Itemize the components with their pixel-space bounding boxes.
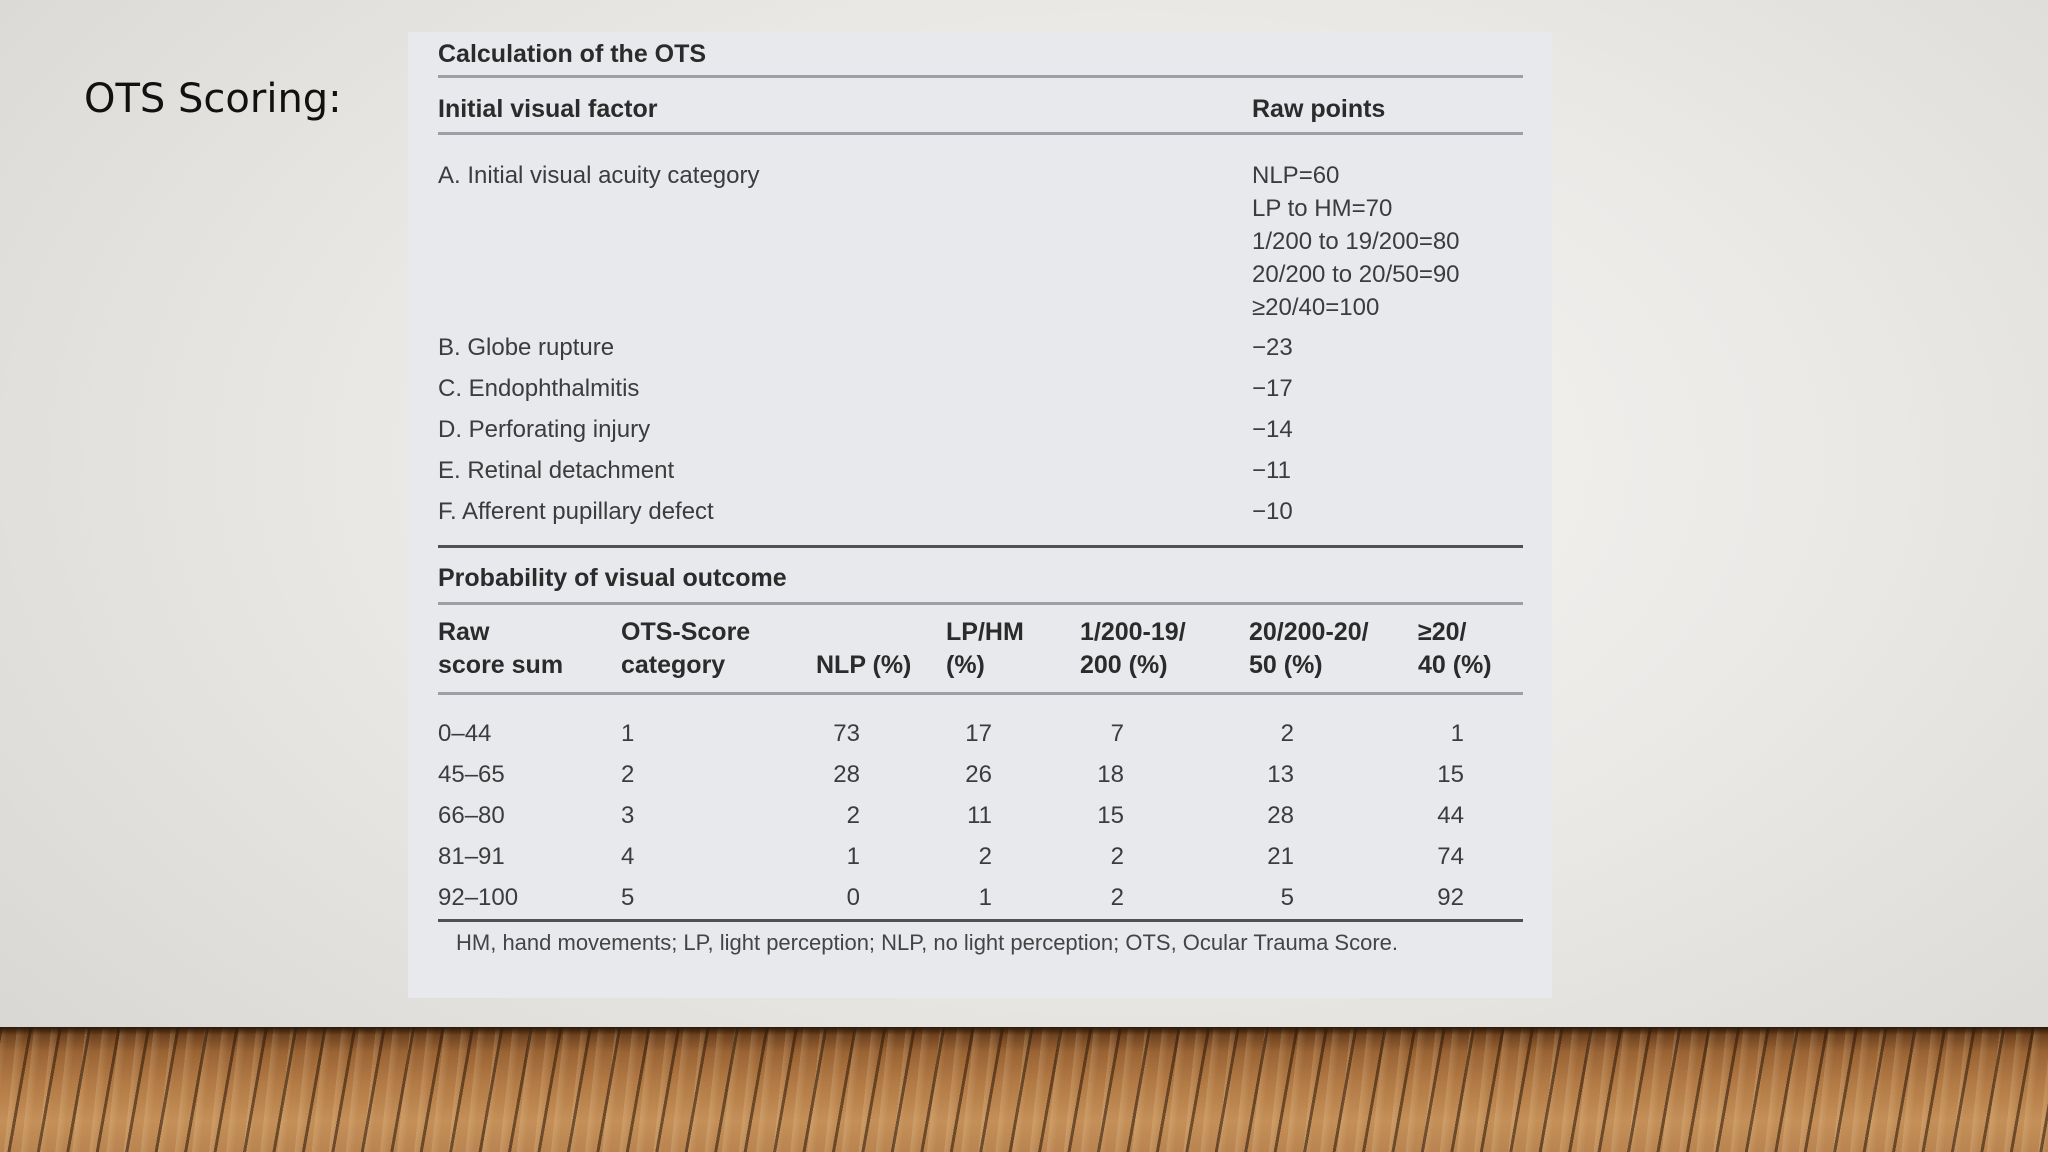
factor-points: −11 bbox=[1252, 457, 1291, 484]
table-cell: 2 bbox=[1110, 884, 1124, 911]
table-cell: 2 bbox=[1280, 720, 1294, 747]
table-cell: 15 bbox=[1437, 761, 1464, 788]
table-cell: 45–65 bbox=[438, 761, 505, 788]
table-cell: 2 bbox=[846, 802, 860, 829]
factor-points: ≥20/40=100 bbox=[1252, 294, 1380, 321]
outcome-title: Probability of visual outcome bbox=[438, 564, 787, 592]
table-cell: 11 bbox=[967, 802, 992, 829]
factor-points: −23 bbox=[1252, 334, 1293, 361]
factor-points: 1/200 to 19/200=80 bbox=[1252, 228, 1460, 255]
table-cell: 4 bbox=[621, 843, 635, 870]
table-cell: 73 bbox=[833, 720, 860, 747]
factor-label: A. Initial visual acuity category bbox=[438, 162, 760, 189]
column-header: 20/200-20/ bbox=[1249, 618, 1369, 646]
slide-title: OTS Scoring: bbox=[84, 76, 342, 122]
column-header: ≥20/ bbox=[1418, 618, 1467, 646]
table-cell: 18 bbox=[1097, 761, 1124, 788]
section-rule bbox=[438, 545, 1523, 548]
outcome-title-rule bbox=[438, 602, 1523, 605]
factor-label: C. Endophthalmitis bbox=[438, 375, 640, 402]
table-cell: 0 bbox=[846, 884, 860, 911]
footer-rule bbox=[438, 919, 1523, 922]
column-header: 1/200-19/ bbox=[1080, 618, 1186, 646]
factor-label: E. Retinal detachment bbox=[438, 457, 675, 484]
table-cell: 1 bbox=[978, 884, 992, 911]
column-header: 50 (%) bbox=[1249, 651, 1323, 679]
column-header: (%) bbox=[946, 651, 985, 679]
table-cell: 17 bbox=[965, 720, 992, 747]
factor-points: −17 bbox=[1252, 375, 1293, 402]
table-title: Calculation of the OTS bbox=[438, 40, 707, 68]
column-header: Raw bbox=[438, 618, 490, 646]
factor-label: B. Globe rupture bbox=[438, 334, 615, 361]
column-header: NLP (%) bbox=[816, 651, 912, 679]
table-cell: 1 bbox=[1450, 720, 1464, 747]
table-cell: 28 bbox=[1267, 802, 1294, 829]
column-header: OTS-Score bbox=[621, 618, 751, 646]
table-cell: 26 bbox=[965, 761, 992, 788]
column-header: 200 (%) bbox=[1080, 651, 1168, 679]
table-cell: 15 bbox=[1097, 802, 1124, 829]
table-footnote: HM, hand movements; LP, light perception; NLP, no light perception; OTS, Ocular Trauma Score. bbox=[456, 930, 1398, 955]
table-cell: 81–91 bbox=[438, 843, 505, 870]
column-header: 40 (%) bbox=[1418, 651, 1492, 679]
table-cell: 7 bbox=[1110, 720, 1124, 747]
column-header: category bbox=[621, 651, 726, 679]
factor-points: NLP=60 bbox=[1252, 162, 1340, 189]
factor-label: F. Afferent pupillary defect bbox=[438, 498, 714, 525]
table-cell: 1 bbox=[846, 843, 860, 870]
table-cell: 21 bbox=[1267, 843, 1294, 870]
table-cell: 44 bbox=[1437, 802, 1464, 829]
wood-floor bbox=[0, 1027, 2048, 1152]
table-cell: 5 bbox=[621, 884, 635, 911]
table-cell: 13 bbox=[1267, 761, 1294, 788]
column-header: LP/HM bbox=[946, 618, 1024, 646]
table-cell: 28 bbox=[833, 761, 860, 788]
factor-points: −10 bbox=[1252, 498, 1293, 525]
table-cell: 2 bbox=[1110, 843, 1124, 870]
factor-points: −14 bbox=[1252, 416, 1293, 443]
table-cell: 0–44 bbox=[438, 720, 492, 747]
column-header: score sum bbox=[438, 651, 564, 679]
table-cell: 66–80 bbox=[438, 802, 505, 829]
factor-label: D. Perforating injury bbox=[438, 416, 651, 443]
points-header: Raw points bbox=[1252, 95, 1386, 123]
table-cell: 74 bbox=[1437, 843, 1464, 870]
table-cell: 3 bbox=[621, 802, 635, 829]
factor-points: LP to HM=70 bbox=[1252, 195, 1393, 222]
title-rule bbox=[438, 75, 1523, 78]
table-cell: 2 bbox=[621, 761, 635, 788]
table-cell: 92–100 bbox=[438, 884, 519, 911]
column-header-rule bbox=[438, 692, 1523, 695]
table-cell: 92 bbox=[1437, 884, 1464, 911]
table-cell: 5 bbox=[1280, 884, 1294, 911]
header-rule bbox=[438, 132, 1523, 135]
ots-table-figure bbox=[408, 32, 1552, 998]
factor-header: Initial visual factor bbox=[438, 95, 658, 123]
factor-points: 20/200 to 20/50=90 bbox=[1252, 261, 1460, 288]
table-cell: 1 bbox=[621, 720, 635, 747]
table-cell: 2 bbox=[978, 843, 992, 870]
